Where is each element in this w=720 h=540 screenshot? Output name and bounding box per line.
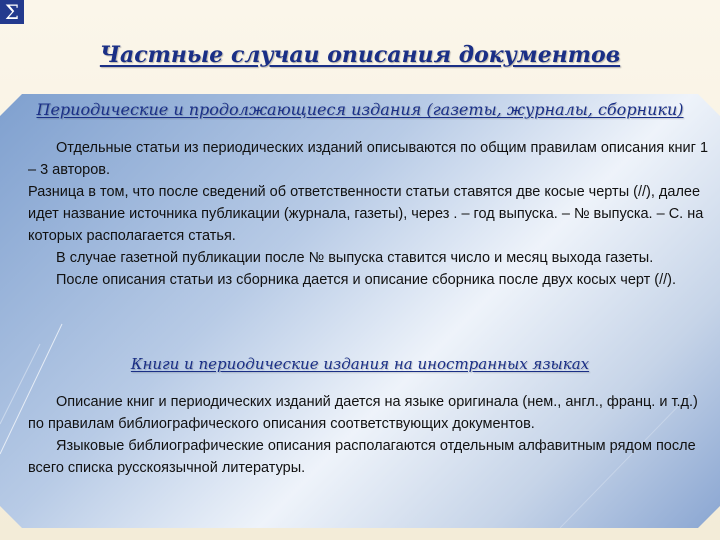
paragraph: В случае газетной публикации после № выпуска ставится число и месяц выхода газеты. — [56, 250, 654, 266]
paragraph: После описания статьи из сборника дается и описание сборника после двух косых черт (//). — [56, 272, 677, 288]
section-body-foreign — [28, 391, 708, 479]
section-body-periodicals — [28, 137, 708, 291]
section-heading-periodicals: Периодические и продолжающиеся издания (газеты, журналы, сборники) — [36, 100, 684, 119]
paragraph: Отдельные статьи из периодических изданий описываются по общим правилам описания книг 1 – 3 авторов. — [28, 140, 709, 178]
paragraph: Языковые библиографические описания располагаются отдельным алфавитным рядом после всего списка русскоязычной литературы. — [28, 438, 696, 476]
section-heading-foreign: Книги и периодические издания на иностранных языках — [130, 355, 590, 373]
paragraph: Описание книг и периодических изданий дается на языке оригинала (нем., англ., франц. и т.д.) по правилам библиографического описания соответствующих документов. — [28, 394, 698, 432]
page-title: Частные случаи описания документов — [99, 42, 621, 68]
sigma-icon: Σ — [0, 0, 24, 24]
paragraph: Разница в том, что после сведений об ответственности статьи ставятся две косые черты (//), далее идет название источника публикации (журнала, газеты), через . – год выпуска. – № выпуска. – С. на которых располагается статья. — [28, 184, 704, 244]
